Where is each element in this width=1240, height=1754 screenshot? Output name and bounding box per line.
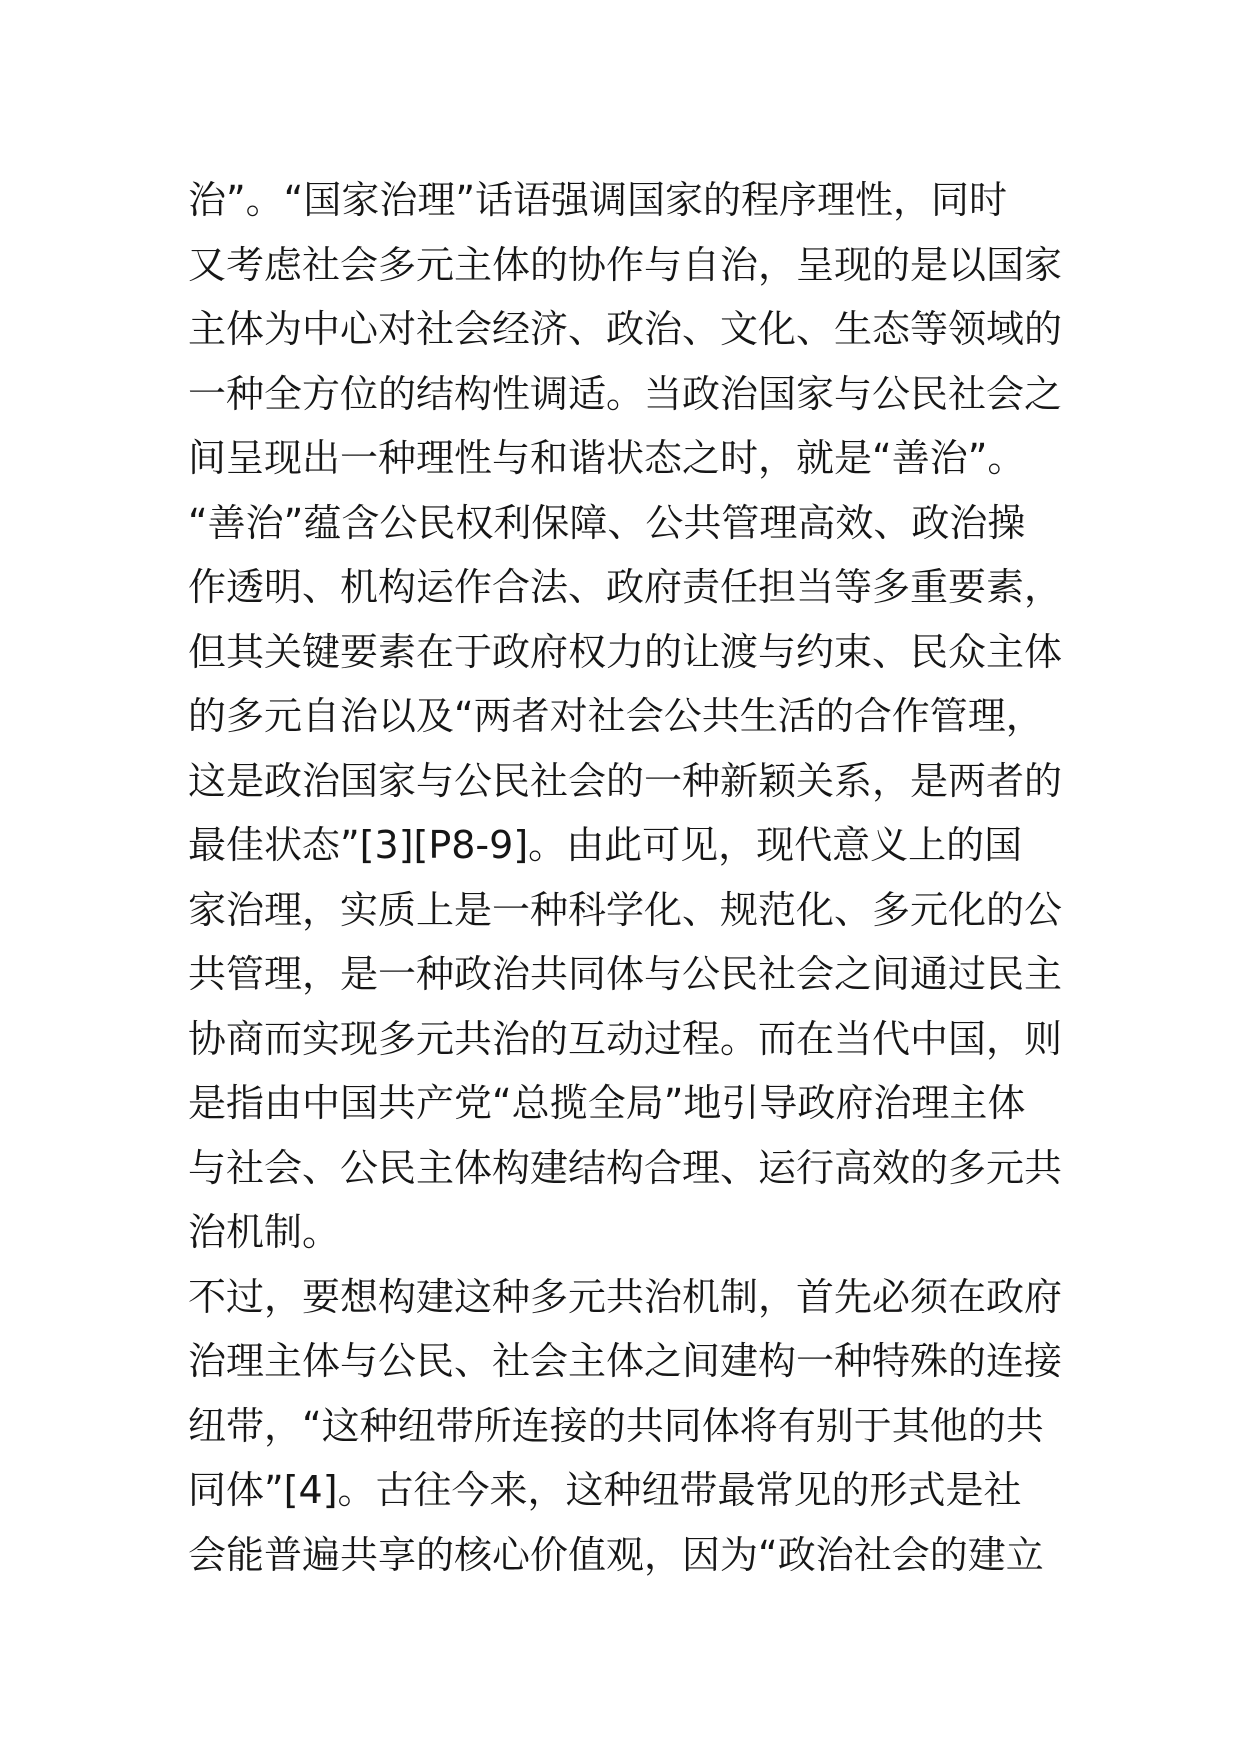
text-line: 不过，要想构建这种多元共治机制，首先必须在政府 bbox=[188, 1274, 1063, 1319]
text-line: 协商而实现多元共治的互动过程。而在当代中国，则 bbox=[188, 1016, 1063, 1061]
text-line: 的多元自治以及“两者对社会公共生活的合作管理， bbox=[188, 694, 1044, 738]
text-line: 这是政治国家与公民社会的一种新颖关系，是两者的 bbox=[188, 758, 1063, 803]
text-line: 与社会、公民主体构建结构合理、运行高效的多元共 bbox=[188, 1145, 1063, 1190]
paragraph bbox=[188, 1265, 1068, 1588]
text-line: 治理主体与公民、社会主体之间建构一种特殊的连接 bbox=[188, 1339, 1063, 1383]
text-line: 治”。“国家治理”话语强调国家的程序理性，同时 bbox=[188, 178, 1008, 222]
text-line: “善治”蕴含公民权利保障、公共管理高效、政治操 bbox=[188, 500, 1026, 545]
text-line: 间呈现出一种理性与和谐状态之时，就是“善治”。 bbox=[188, 436, 1026, 480]
text-line: 主体为中心对社会经济、政治、文化、生态等领域的 bbox=[188, 307, 1063, 351]
paragraph bbox=[188, 168, 1068, 1265]
text-line: 同体”[4]。古往今来，这种纽带最常见的形式是社 bbox=[188, 1468, 1022, 1512]
text-line: 一种全方位的结构性调适。当政治国家与公民社会之 bbox=[188, 371, 1063, 416]
text-line: 纽带，“这种纽带所连接的共同体将有别于其他的共 bbox=[188, 1403, 1044, 1448]
text-line: 治机制。 bbox=[188, 1210, 341, 1254]
text-line: 最佳状态”[3][P8-9]。由此可见，现代意义上的国 bbox=[188, 823, 1023, 867]
text-line: 会能普遍共享的核心价值观，因为“政治社会的建立 bbox=[188, 1532, 1044, 1577]
text-line: 家治理，实质上是一种科学化、规范化、多元化的公 bbox=[188, 887, 1063, 932]
text-line: 是指由中国共产党“总揽全局”地引导政府治理主体 bbox=[188, 1081, 1026, 1125]
text-line: 又考虑社会多元主体的协作与自治，呈现的是以国家 bbox=[188, 242, 1063, 287]
text-line: 但其关键要素在于政府权力的让渡与约束、民众主体 bbox=[188, 629, 1063, 674]
text-line: 共管理，是一种政治共同体与公民社会之间通过民主 bbox=[188, 952, 1063, 996]
body-text bbox=[188, 168, 1068, 1587]
text-line: 作透明、机构运作合法、政府责任担当等多重要素， bbox=[188, 565, 1063, 609]
